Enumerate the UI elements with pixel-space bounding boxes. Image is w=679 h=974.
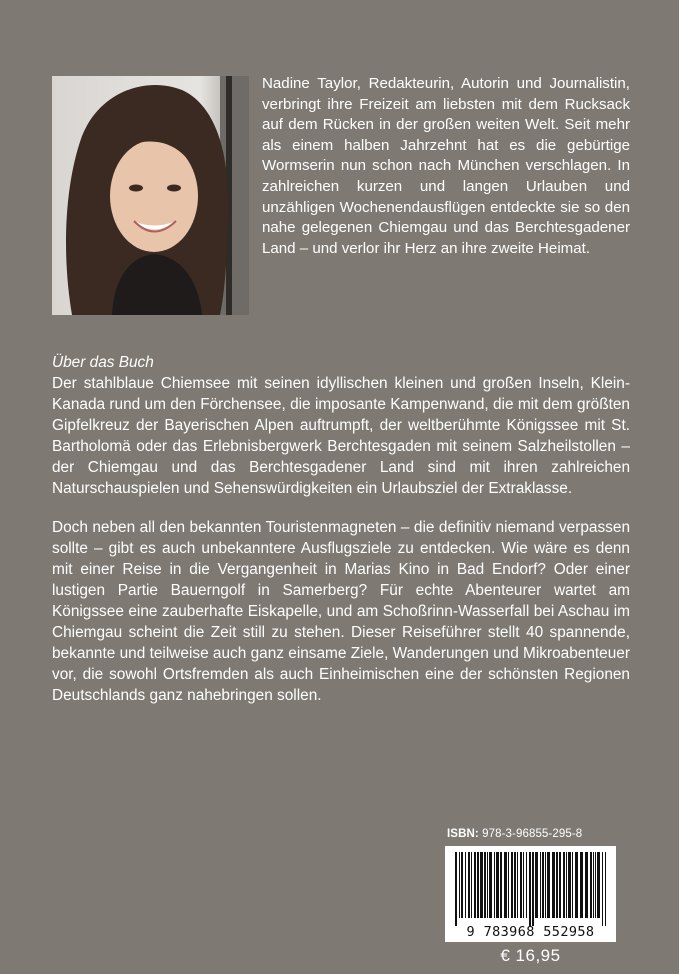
barcode-bar — [552, 852, 555, 918]
barcode-bar — [572, 852, 573, 918]
barcode-bar — [494, 852, 495, 918]
barcode-bar — [597, 852, 600, 918]
barcode-bar — [523, 852, 524, 918]
barcode — [445, 846, 616, 942]
barcode-bar — [511, 852, 513, 918]
barcode-bar — [520, 852, 522, 918]
barcode-bar — [496, 852, 499, 918]
barcode-bar — [568, 852, 571, 918]
isbn-number: 978-3-96855-295-8 — [482, 828, 583, 840]
barcode-bar — [585, 852, 588, 918]
barcode-bar — [504, 852, 507, 918]
isbn-label: ISBN: — [447, 828, 479, 840]
barcode-bar — [471, 852, 472, 918]
barcode-bar — [484, 852, 486, 918]
about-book-section — [52, 352, 630, 724]
barcode-bar — [500, 852, 502, 918]
barcode-bar — [542, 852, 544, 918]
barcode-bar — [489, 852, 492, 918]
barcode-bar — [540, 852, 541, 918]
barcode-bar — [468, 852, 470, 918]
barcode-bar — [526, 852, 527, 918]
about-book-paragraph-2: Doch neben all den bekannten Touristenmagneten – die definitiv niemand verpassen sollte – gibt es auch unbekanntere Ausflugsziele zu entdecken. Wie wäre es denn mit einer Reise in die Vergangenheit in Marias Kino in Bad Endorf? Oder einer lustigen Partie Bauerngolf in Samerberg? Für echte Abenteurer wartet am Königssee eine zauberhafte Eiskapelle, und am Schoßrinn-Wasserfall bei Aschau im Chiemgau scheint die Zeit still zu stehen. Dieser Reiseführer stellt 40 spannende, bekannte und teilweise auch ganz einsame Ziele, Wanderungen und Mikroabenteuer vor, die sowohl Ortsfremden als auch Einheimischen eine der schönsten Regionen Deutschlands ganz nahebringen sollen. — [52, 519, 630, 704]
author-portrait-image — [52, 76, 249, 315]
barcode-bar — [563, 852, 565, 918]
price: € 16,95 — [500, 946, 561, 965]
ean-digits: 9 783968 552958 — [466, 924, 595, 940]
barcode-bar — [480, 852, 483, 918]
barcode-bar — [605, 852, 606, 926]
barcode-bar — [602, 852, 603, 926]
barcode-bar — [517, 852, 518, 918]
about-book-heading: Über das Buch — [52, 354, 154, 371]
barcode-bar — [580, 852, 583, 918]
barcode-bar — [559, 852, 561, 918]
barcode-bar — [547, 852, 550, 918]
barcode-bar — [461, 852, 463, 918]
isbn-block — [445, 828, 616, 966]
barcode-bar — [514, 852, 516, 918]
barcode-bar — [508, 852, 509, 918]
author-bio: Nadine Taylor, Redakteurin, Autorin und Journalistin, verbringt ihre Freizeit am liebsten mit dem Rucksack auf dem Rücken in der großen weiten Welt. Seit mehr als einem halben Jahrzehnt hat es die gebürtige Wormserin nun schon nach München verschlagen. In zahlreichen kurzen und langen Urlauben und unzähligen Wochenendausflügen entdeckte sie so den nahe gelegenen Chiemgau und das Berchtesgadener Land – und verlor ihr Herz an ihre zweite Heimat. — [262, 75, 630, 257]
barcode-bar — [595, 852, 596, 918]
barcode-bar — [556, 852, 558, 918]
barcode-bar — [487, 852, 488, 918]
barcode-bar — [474, 852, 476, 918]
barcode-bar — [575, 852, 578, 918]
barcode-bar — [529, 852, 531, 926]
barcode-bar — [455, 852, 457, 926]
barcode-bar — [477, 852, 479, 918]
barcode-bar — [459, 852, 460, 918]
author-photo — [52, 76, 249, 315]
barcode-bar — [465, 852, 466, 918]
barcode-bars — [445, 846, 616, 926]
barcode-bar — [545, 852, 546, 918]
barcode-bar — [593, 852, 594, 918]
barcode-bar — [535, 852, 538, 918]
barcode-bar — [590, 852, 592, 918]
about-book-paragraph-1: Der stahlblaue Chiemsee mit seinen idyllischen kleinen und großen Inseln, Klein-Kanada rund um den Förchensee, die imposante Kampenwand, die mit dem größten Gipfelkreuz der Bayerischen Alpen auftrumpft, der weltberühmte Königssee mit St. Bartholomä oder das Erlebnisbergwerk Berchtesgaden mit seinem Salzheilstollen – der Chiemgau und das Berchtesgadener Land sind mit ihren zahlreichen Naturschauspielen und Sehenswürdigkeiten ein Urlaubsziel der Extraklasse. — [52, 375, 630, 497]
barcode-bar — [566, 852, 567, 918]
barcode-bar — [532, 852, 534, 926]
isbn-line — [447, 828, 616, 840]
